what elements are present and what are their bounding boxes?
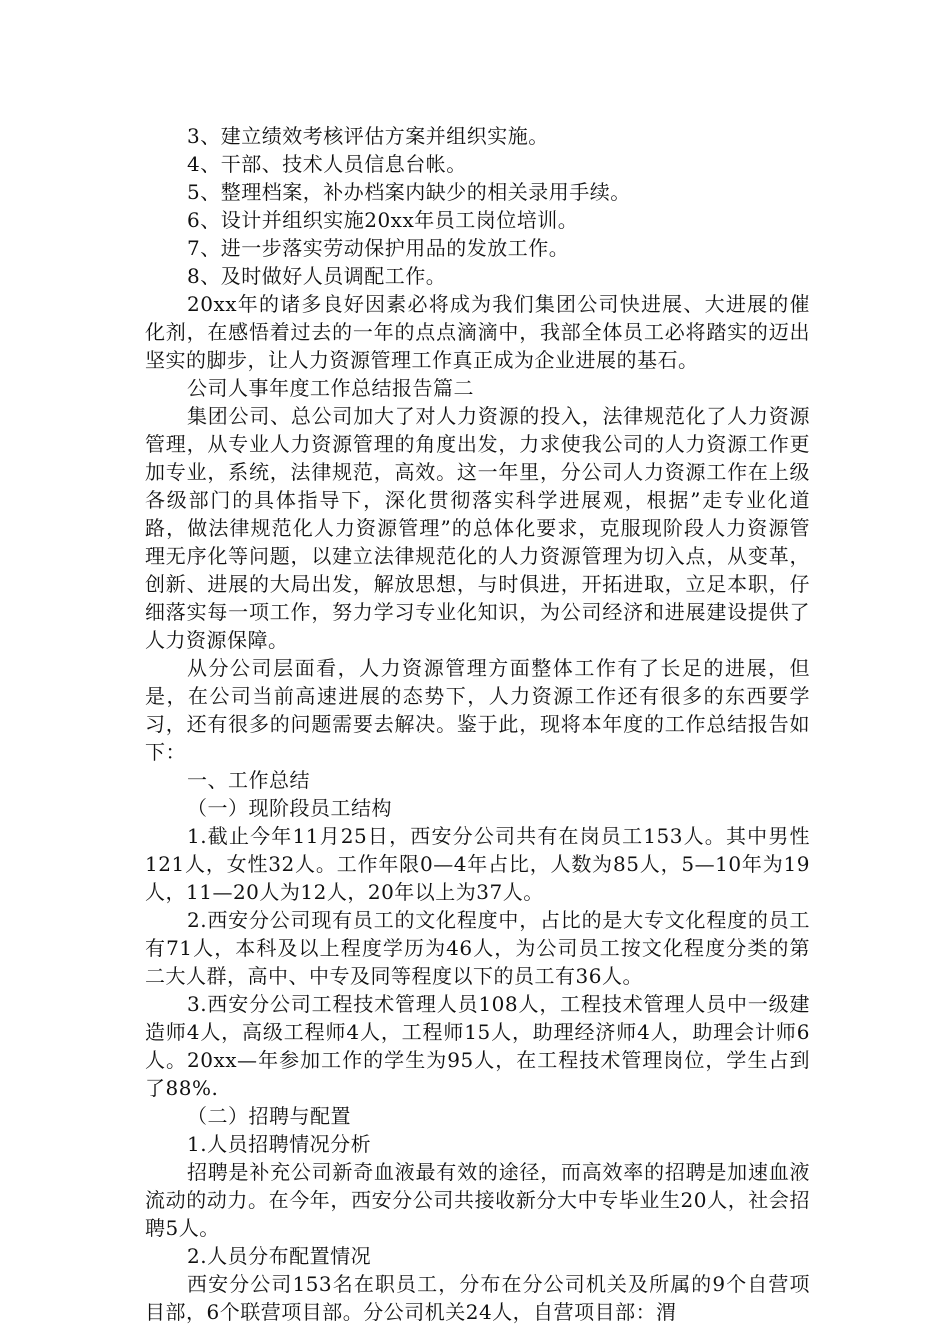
staff-structure-item-3: 3.西安分公司工程技术管理人员108人，工程技术管理人员中一级建造师4人，高级工程师4人，工程师15人，助理经济师4人，助理会计师6人。20xx—年参加工作的学生为95人，在工程技术管理岗位，学生占到了88%. bbox=[145, 992, 810, 1100]
list-item-6: 6、设计并组织实施20xx年员工岗位培训。 bbox=[187, 208, 579, 232]
subheading-staff-structure: （一）现阶段员工结构 bbox=[187, 796, 392, 820]
list-item-3: 3、建立绩效考核评估方案并组织实施。 bbox=[187, 124, 549, 148]
overview-paragraph: 从分公司层面看，人力资源管理方面整体工作有了长足的进展，但是，在公司当前高速进展的态势下，人力资源工作还有很多的东西要学习，还有很多的问题需要去解决。鉴于此，现将本年度的工作总结报告如下： bbox=[145, 656, 810, 764]
list-item-8: 8、及时做好人员调配工作。 bbox=[187, 264, 447, 288]
heading-work-summary: 一、工作总结 bbox=[187, 768, 310, 792]
closing-paragraph: 20xx年的诸多良好因素必将成为我们集团公司快进展、大进展的催化剂，在感悟着过去的一年的点点滴滴中，我部全体员工必将踏实的迈出坚实的脚步，让人力资源管理工作真正成为企业进展的基石。 bbox=[145, 292, 810, 372]
intro-paragraph: 集团公司、总公司加大了对人力资源的投入，法律规范化了人力资源管理，从专业人力资源管理的角度出发，力求使我公司的人力资源工作更加专业，系统，法律规范，高效。这一年里，分公司人力资源工作在上级各级部门的具体指导下，深化贯彻落实科学进展观，根据”走专业化道路，做法律规范化人力资源管理”的总体化要求，克服现阶段人力资源管理无序化等问题，以建立法律规范化的人力资源管理为切入点，从变革，创新、进展的大局出发，解放思想，与时俱进，开拓进取，立足本职，仔细落实每一项工作，努力学习专业化知识，为公司经济和进展建设提供了人力资源保障。 bbox=[145, 404, 810, 652]
subheading-distribution: 2.人员分布配置情况 bbox=[187, 1244, 372, 1268]
section-heading-part-two: 公司人事年度工作总结报告篇二 bbox=[187, 376, 474, 400]
staff-structure-item-2: 2.西安分公司现有员工的文化程度中，占比的是大专文化程度的员工有71人，本科及以上程度学历为46人，为公司员工按文化程度分类的第二大人群，高中、中专及同等程度以下的员工有36人。 bbox=[145, 908, 810, 988]
list-item-4: 4、干部、技术人员信息台帐。 bbox=[187, 152, 467, 176]
document-body bbox=[145, 122, 810, 1326]
list-item-7: 7、进一步落实劳动保护用品的发放工作。 bbox=[187, 236, 570, 260]
list-item-5: 5、整理档案，补办档案内缺少的相关录用手续。 bbox=[187, 180, 631, 204]
subheading-recruitment-analysis: 1.人员招聘情况分析 bbox=[187, 1132, 372, 1156]
recruitment-paragraph: 招聘是补充公司新奇血液最有效的途径，而高效率的招聘是加速血液流动的动力。在今年，西安分公司共接收新分大中专毕业生20人，社会招聘5人。 bbox=[145, 1160, 810, 1240]
distribution-paragraph: 西安分公司153名在职员工，分布在分公司机关及所属的9个自营项目部，6个联营项目部。分公司机关24人，自营项目部：渭 bbox=[145, 1272, 810, 1324]
staff-structure-item-1: 1.截止今年11月25日，西安分公司共有在岗员工153人。其中男性121人，女性32人。工作年限0—4年占比，人数为85人，5—10年为19人，11—20人为12人，20年以上为37人。 bbox=[145, 824, 810, 904]
subheading-recruitment: （二）招聘与配置 bbox=[187, 1104, 351, 1128]
